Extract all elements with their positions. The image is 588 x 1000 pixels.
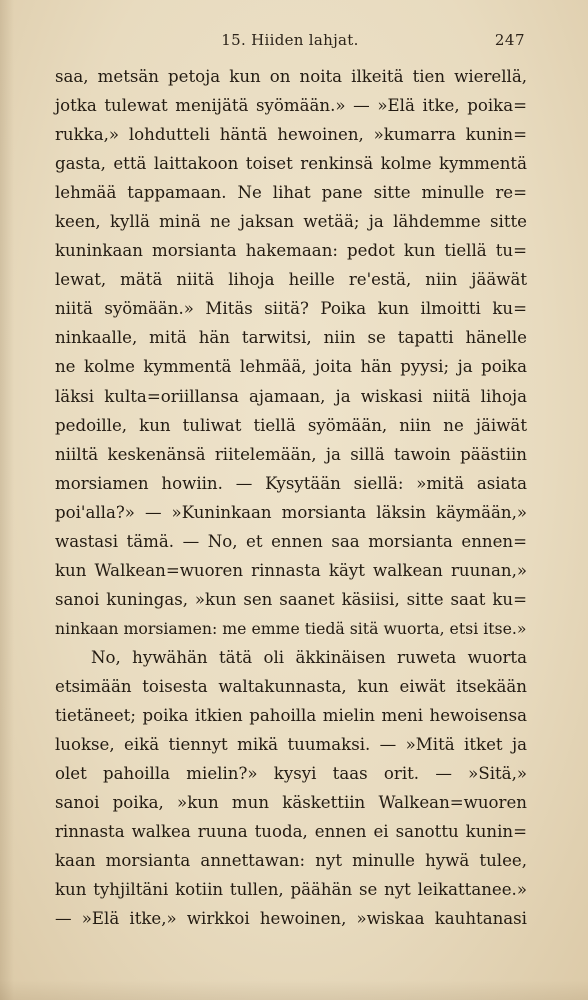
text-line: niitä syömään.» Mitäs siitä? Poika kun ilmoitti ku= <box>55 299 527 319</box>
text-line: kaan morsianta annettawan: nyt minulle hywä tulee, <box>55 851 527 871</box>
text-line: kun Walkean=wuoren rinnasta käyt walkean ruunan,» <box>55 560 527 580</box>
page-shadow-left <box>0 0 14 1000</box>
text-line: saa, metsän petoja kun on noita ilkeitä tien wierellä, <box>55 67 527 86</box>
text-line: pedoille, kun tuliwat tiellä syömään, niin ne jäiwät <box>55 415 527 435</box>
text-line: niiltä keskenänsä riitelemään, ja sillä tawoin päästiin <box>55 444 527 464</box>
page-shadow-bottom <box>0 980 588 1000</box>
text-line: morsiamen howiin. — Kysytään siellä: »mitä asiata <box>55 473 527 493</box>
text-line-paragraph-end: ninkaan morsiamen: me emme tiedä sitä wuorta, etsi itse.» <box>55 618 527 638</box>
text-line: rukka,» lohdutteli häntä hewoinen, »kumarra kunin= <box>55 125 527 145</box>
text-line: poi'alla?» — »Kuninkaan morsianta läksin käymään,» <box>55 502 527 522</box>
text-line: — »Elä itke,» wirkkoi hewoinen, »wiskaa kauhtanasi <box>55 909 527 929</box>
text-line: sanoi poika, »kun mun käskettiin Walkean=wuoren <box>55 793 527 813</box>
page-number: 247 <box>494 31 525 49</box>
text-line: luokse, eikä tiennyt mikä tuumaksi. — »Mitä itket ja <box>55 735 527 755</box>
text-line: wastasi tämä. — No, et ennen saa morsianta ennen= <box>55 531 527 551</box>
text-line: kuninkaan morsianta hakemaan: pedot kun tiellä tu= <box>55 241 527 261</box>
text-line: rinnasta walkea ruuna tuoda, ennen ei sanottu kunin= <box>55 822 527 842</box>
text-line: lehmää tappamaan. Ne lihat pane sitte minulle re= <box>55 183 527 203</box>
text-line: olet pahoilla mielin?» kysyi taas orit. — »Sitä,» <box>55 764 527 784</box>
text-line: läksi kulta=oriillansa ajamaan, ja wiskasi niitä lihoja <box>55 386 527 406</box>
text-line: lewat, mätä niitä lihoja heille re'estä, niin jääwät <box>55 270 527 290</box>
text-line-paragraph-start: No, hywähän tätä oli äkkinäisen ruweta wuorta <box>91 647 527 667</box>
text-line: ne kolme kymmentä lehmää, joita hän pyysi; ja poika <box>55 357 527 377</box>
text-line: sanoi kuningas, »kun sen saanet käsiisi, sitte saat ku= <box>55 589 527 609</box>
text-line: gasta, että laittakoon toiset renkinsä kolme kymmentä <box>55 154 527 174</box>
body-text <box>55 62 527 933</box>
text-line: jotka tulewat menijätä syömään.» — »Elä itke, poika= <box>55 96 527 116</box>
text-line: tietäneet; poika itkien pahoilla mielin meni hewoisensa <box>55 706 527 726</box>
running-head <box>55 31 525 55</box>
chapter-title: 15. Hiiden lahjat. <box>221 31 359 49</box>
text-line: keen, kyllä minä ne jaksan wetää; ja lähdemme sitte <box>55 212 527 232</box>
text-line: etsimään toisesta waltakunnasta, kun eiwät itsekään <box>55 676 527 696</box>
text-line: kun tyhjiltäni kotiin tullen, päähän se nyt leikattanee.» <box>55 880 527 900</box>
text-line: ninkaalle, mitä hän tarwitsi, niin se tapatti hänelle <box>55 328 527 348</box>
